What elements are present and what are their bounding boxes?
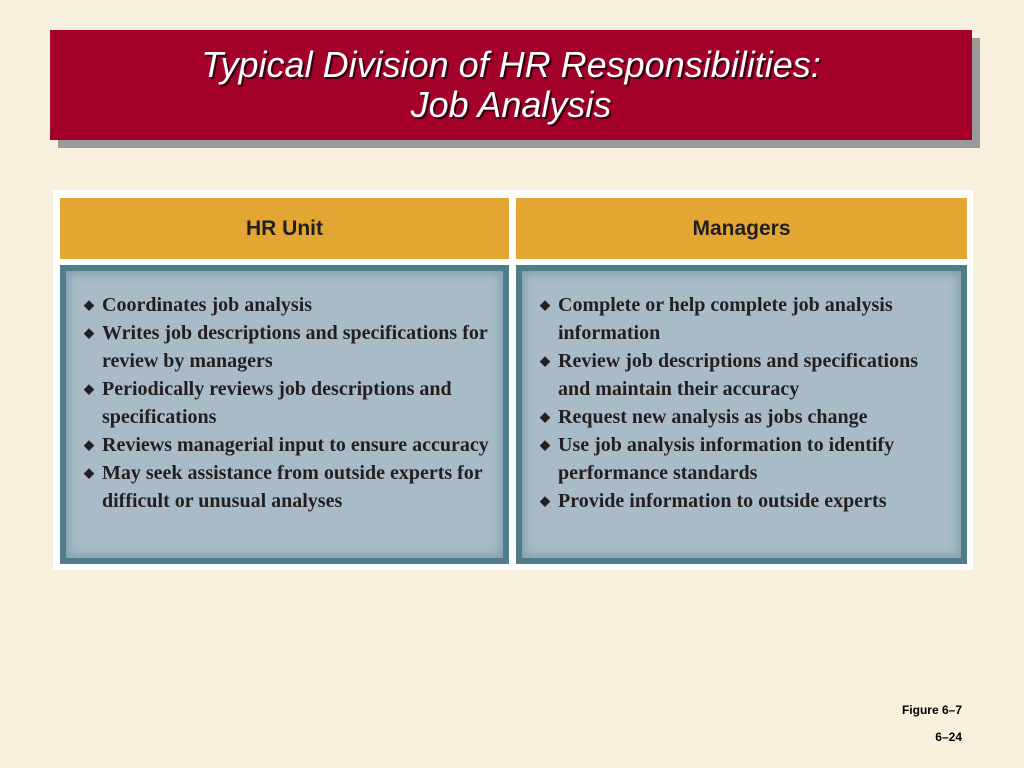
list-item bbox=[540, 347, 949, 403]
managers-header: Managers bbox=[516, 198, 967, 259]
list-item-text: Use job analysis information to identify performance standards bbox=[558, 434, 895, 484]
list-item-text: Provide information to outside experts bbox=[558, 490, 887, 512]
list-item-text: Writes job descriptions and specifications for review by managers bbox=[102, 322, 488, 372]
diamond-bullet-icon: ◆ bbox=[540, 297, 550, 312]
managers-list bbox=[522, 271, 961, 515]
slide-title-line-2: Job Analysis bbox=[410, 84, 612, 125]
title-banner bbox=[50, 30, 972, 140]
list-item bbox=[540, 291, 949, 347]
diamond-bullet-icon: ◆ bbox=[84, 381, 94, 396]
diamond-bullet-icon: ◆ bbox=[540, 409, 550, 424]
diamond-bullet-icon: ◆ bbox=[84, 465, 94, 480]
diamond-bullet-icon: ◆ bbox=[540, 353, 550, 368]
page-number: 6–24 bbox=[935, 730, 962, 744]
figure-label: Figure 6–7 bbox=[901, 703, 962, 717]
hr-unit-list bbox=[66, 271, 503, 515]
list-item bbox=[84, 319, 491, 375]
diamond-bullet-icon: ◆ bbox=[540, 437, 550, 452]
hr-unit-cell bbox=[60, 265, 509, 564]
diamond-bullet-icon: ◆ bbox=[84, 297, 94, 312]
list-item-text: Complete or help complete job analysis information bbox=[558, 294, 893, 344]
diamond-bullet-icon: ◆ bbox=[84, 437, 94, 452]
list-item bbox=[84, 291, 491, 319]
list-item-text: Coordinates job analysis bbox=[102, 294, 313, 316]
list-item-text: Reviews managerial input to ensure accuracy bbox=[102, 434, 489, 456]
diamond-bullet-icon: ◆ bbox=[84, 325, 94, 340]
list-item bbox=[84, 375, 491, 431]
diamond-bullet-icon: ◆ bbox=[540, 493, 550, 508]
list-item bbox=[84, 431, 491, 459]
list-item-text: Request new analysis as jobs change bbox=[558, 406, 868, 428]
list-item bbox=[540, 431, 949, 487]
list-item bbox=[540, 487, 949, 515]
list-item-text: Review job descriptions and specifications and maintain their accuracy bbox=[558, 350, 918, 400]
hr-unit-header: HR Unit bbox=[60, 198, 509, 259]
list-item-text: Periodically reviews job descriptions and specifications bbox=[102, 378, 452, 428]
list-item bbox=[540, 403, 949, 431]
managers-cell bbox=[516, 265, 967, 564]
list-item-text: May seek assistance from outside experts for difficult or unusual analyses bbox=[102, 462, 483, 512]
slide-title-line-1: Typical Division of HR Responsibilities: bbox=[201, 44, 821, 85]
list-item bbox=[84, 459, 491, 515]
